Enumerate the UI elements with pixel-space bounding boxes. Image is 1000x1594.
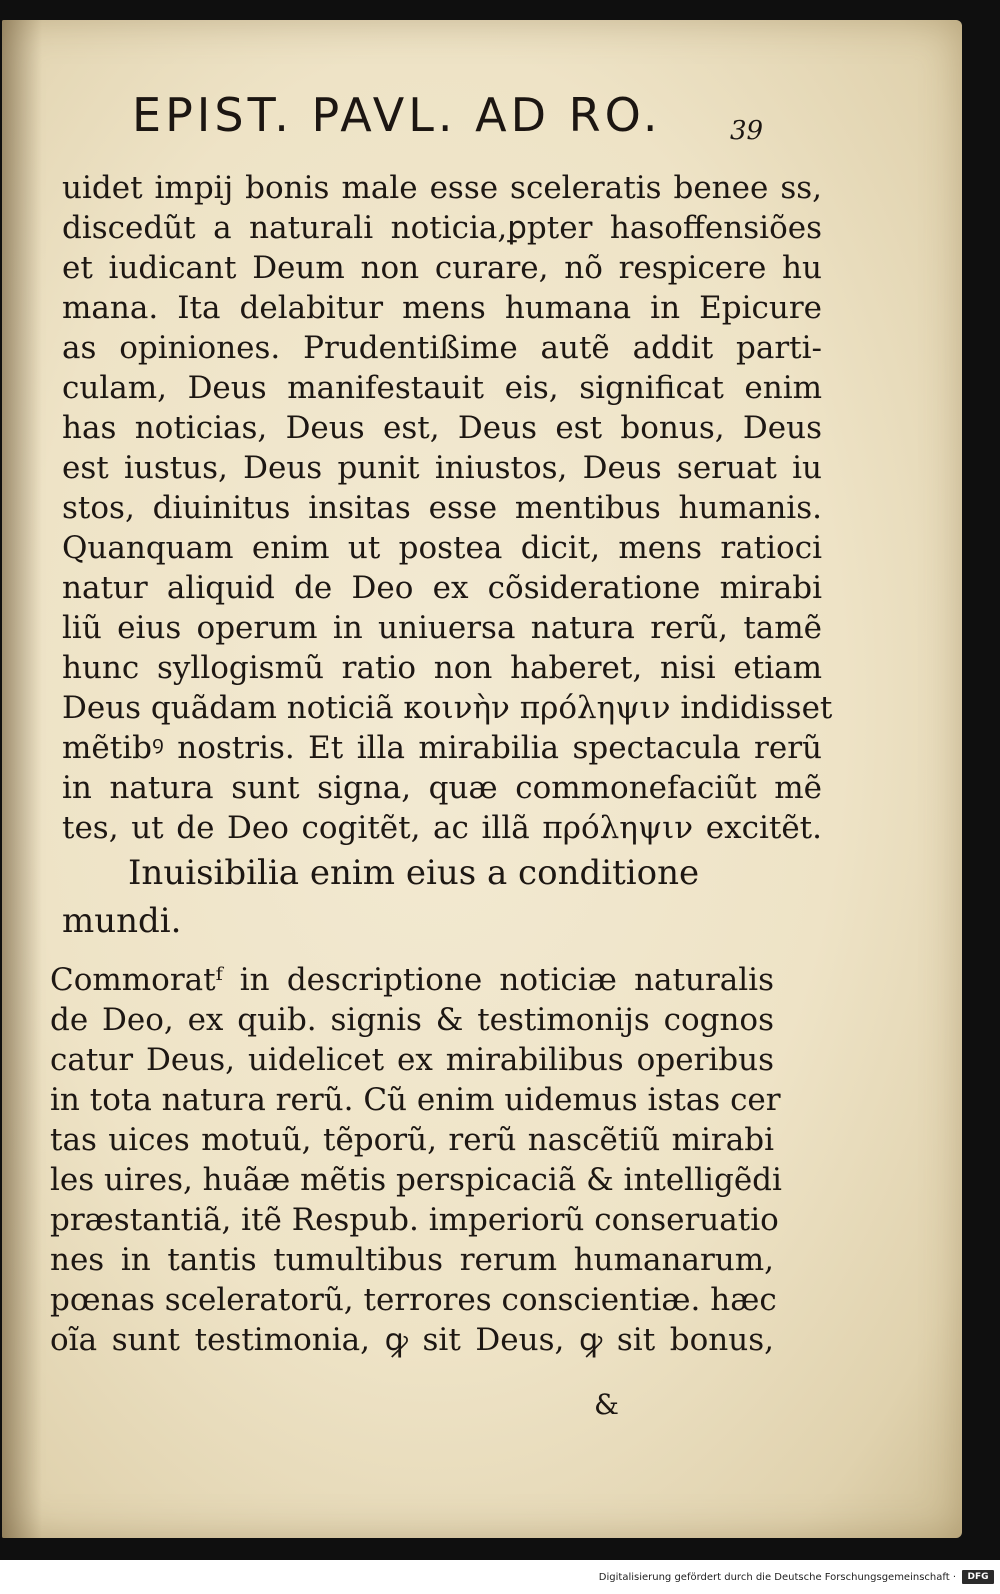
text-line: Quanquam enim ut postea dicit, mens ratioci [62, 530, 822, 566]
text-line: mana. Ita delabitur mens humana in Epicure [62, 290, 822, 326]
text-line: Deus quãdam noticiã κοινὴν πρόληψιν indidisset [62, 690, 833, 726]
text-line: de Deo, ex quib. signis & testimonijs cognos [50, 1002, 774, 1038]
catchword: & [594, 1388, 619, 1421]
text-line: in natura sunt signa, quæ commonefaciũt mẽ [62, 770, 822, 806]
text-line: as opiniones. Prudentißime autẽ addit parti- [62, 330, 822, 366]
folio-number: 39 [730, 116, 764, 146]
digitization-credit: Digitalisierung gefördert durch die Deutsche Forschungsgemeinschaft · [598, 1572, 956, 1583]
lemma-line: mundi. [62, 901, 182, 941]
text-line: Commoratᶠ in descriptione noticiæ naturalis [50, 962, 774, 998]
text-line: stos, diuinitus insitas esse mentibus humanis. [62, 490, 822, 526]
running-head: EPIST. PAVL. AD RO. [132, 88, 662, 142]
text-line: mẽtibꝰ nostris. Et illa mirabilia spectacula rerũ [62, 730, 822, 766]
text-line: est iustus, Deus punit iniustos, Deus seruat iu [62, 450, 822, 486]
text-line: natur aliquid de Deo ex cõsideratione mirabi [62, 570, 822, 606]
book-page [2, 20, 962, 1538]
text-line: tes, ut de Deo cogitẽt, ac illã πρόληψιν excitẽt. [62, 810, 822, 846]
text-line: discedũt a naturali noticia,ꝑpter hasoffensiões [62, 210, 822, 246]
lemma-line: Inuisibilia enim eius a conditione [128, 853, 700, 893]
text-line: nes in tantis tumultibus rerum humanarum, [50, 1242, 774, 1278]
text-line: oĩa sunt testimonia, ꝙ sit Deus, ꝙ sit bonus, [50, 1322, 774, 1358]
text-line: uidet impij bonis male esse sceleratis benee ss, [62, 170, 822, 206]
text-line: et iudicant Deum non curare, nõ respicere hu [62, 250, 822, 286]
text-line: liũ eius operum in uniuersa natura rerũ, tamẽ [62, 610, 822, 646]
text-line: pœnas sceleratorũ, terrores conscientiæ. hæc [50, 1282, 777, 1318]
text-line: tas uices motuũ, tẽporũ, rerũ nascẽtiũ mirabi [50, 1122, 774, 1158]
text-line: culam, Deus manifestauit eis, significat enim [62, 370, 822, 406]
text-line: in tota natura rerũ. Cũ enim uidemus istas cer [50, 1082, 781, 1118]
paragraph-1 [62, 168, 833, 944]
text-line: præstantiã, itẽ Respub. imperiorũ conseruatio [50, 1202, 779, 1238]
text-line: has noticias, Deus est, Deus est bonus, Deus [62, 410, 822, 446]
text-line: catur Deus, uidelicet ex mirabilibus operibus [50, 1042, 774, 1078]
paragraph-2 [50, 960, 782, 1360]
dfg-logo-icon: DFG [962, 1570, 994, 1584]
text-line: les uires, huãæ mẽtis perspicaciã & intelligẽdi [50, 1162, 782, 1198]
text-line: hunc syllogismũ ratio non haberet, nisi etiam [62, 650, 822, 686]
